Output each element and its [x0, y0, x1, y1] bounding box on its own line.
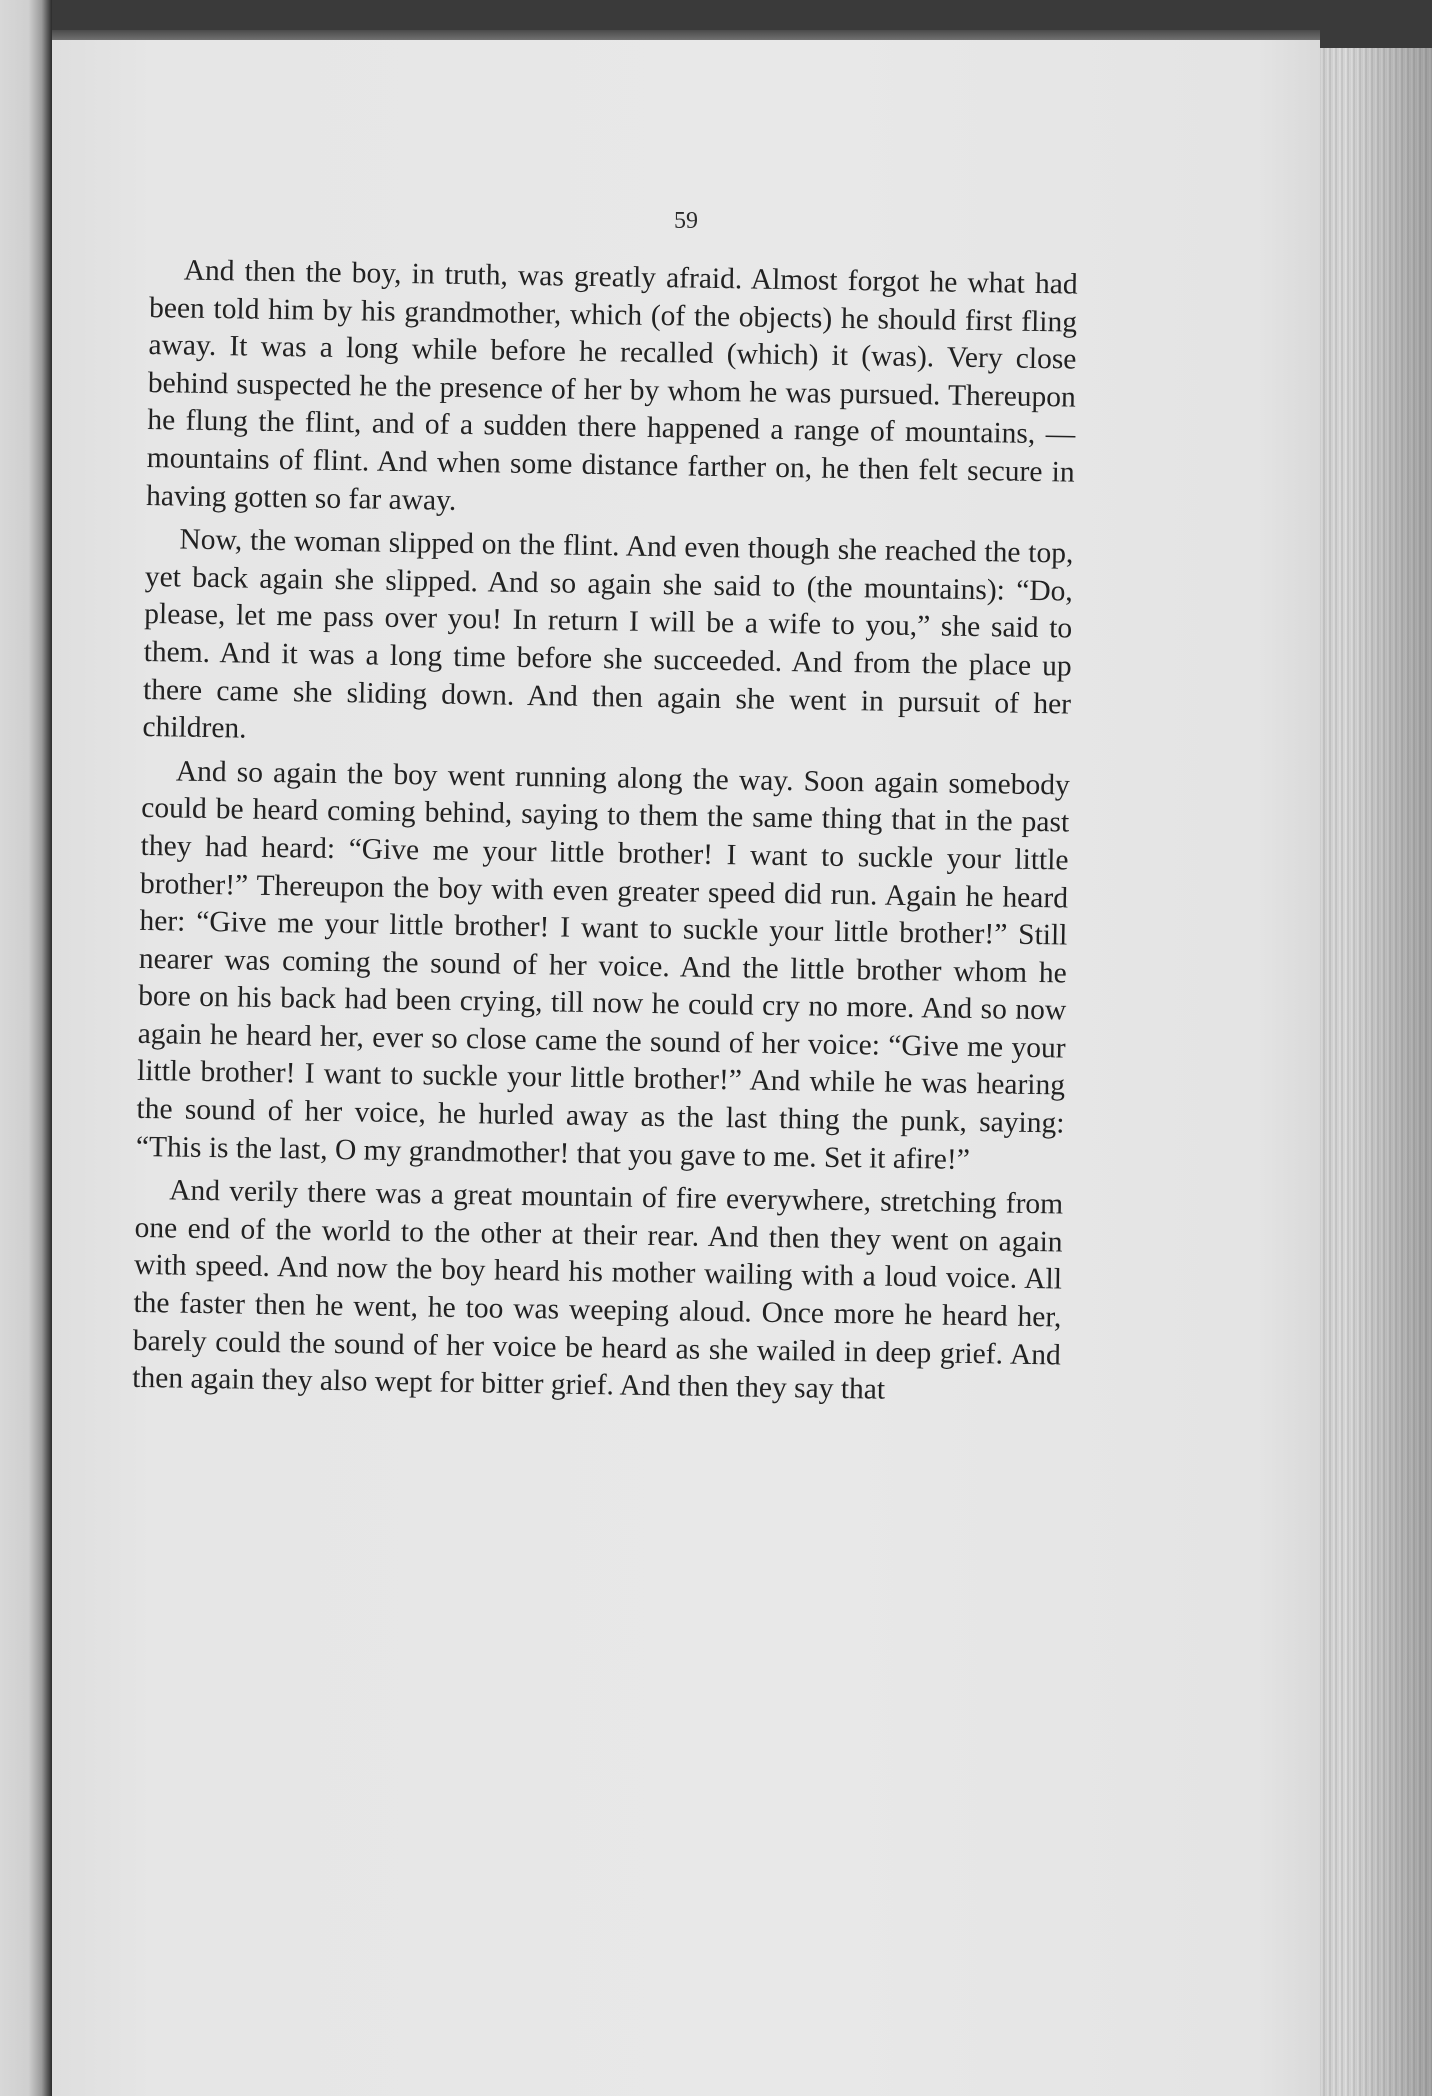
paragraph: Now, the woman slipped on the flint. And even though she reached the top, yet back again she slipped. And so again she said to (the mountains): “Do, please, let me pass over you! In return I will be a wife to you,” she said to them. And it was a long time before she succeeded. And from the place up there came she sliding down. And then again she went in pursuit of her children. [142, 523, 1074, 745]
book-page [52, 40, 1320, 2096]
paragraph: And so again the boy went running along the way. Soon again somebody could be heard coming behind, saying to them the same thing that in the past they had heard: “Give me your little brother! I want to suckle your little brother!” Thereupon the boy with even greater speed did run. Again he heard her: “Give me your little brother! I want to suckle your little brother!” Still nearer was coming the sound of her voice. And the little brother whom he bore on his back had been crying, till now he could cry no more. And so now again he heard her, ever so close came the sound of her voice: “Give me your little brother! I want to suckle your little brother!” And while he was hearing the sound of her voice, he hurled away as the last thing the punk, saying: “This is the last, O my grandmother! that you gave to me. Set it afire!” [135, 755, 1070, 1176]
paragraph: And then the boy, in truth, was greatly afraid. Almost forgot he what had been told him by his grandmother, which (of the objects) he should first fling away. It was a long while before he recalled (which) it (was). Very close behind suspected he the presence of her by whom he was pursued. Thereupon he flung the flint, and of a sudden there happened a range of mountains, — mountains of flint. And when some distance farther on, he then felt secure in having gotten so far away. [145, 254, 1078, 517]
left-page-edge [0, 0, 52, 2096]
page-stack-edge [1308, 48, 1432, 2096]
paragraph: And verily there was a great mountain of fire everywhere, stretching from one end of the world to the other at their rear. And then they went on again with speed. And now the boy heard his mother wailing with a loud voice. All the faster then he went, he too was weeping aloud. Once more he heard her, barely could the sound of her voice be heard as she wailed in deep grief. And then again they also wept for bitter grief. And then they say that [132, 1174, 1064, 1406]
body-text [132, 252, 1078, 1418]
page-number: 59 [674, 208, 698, 234]
